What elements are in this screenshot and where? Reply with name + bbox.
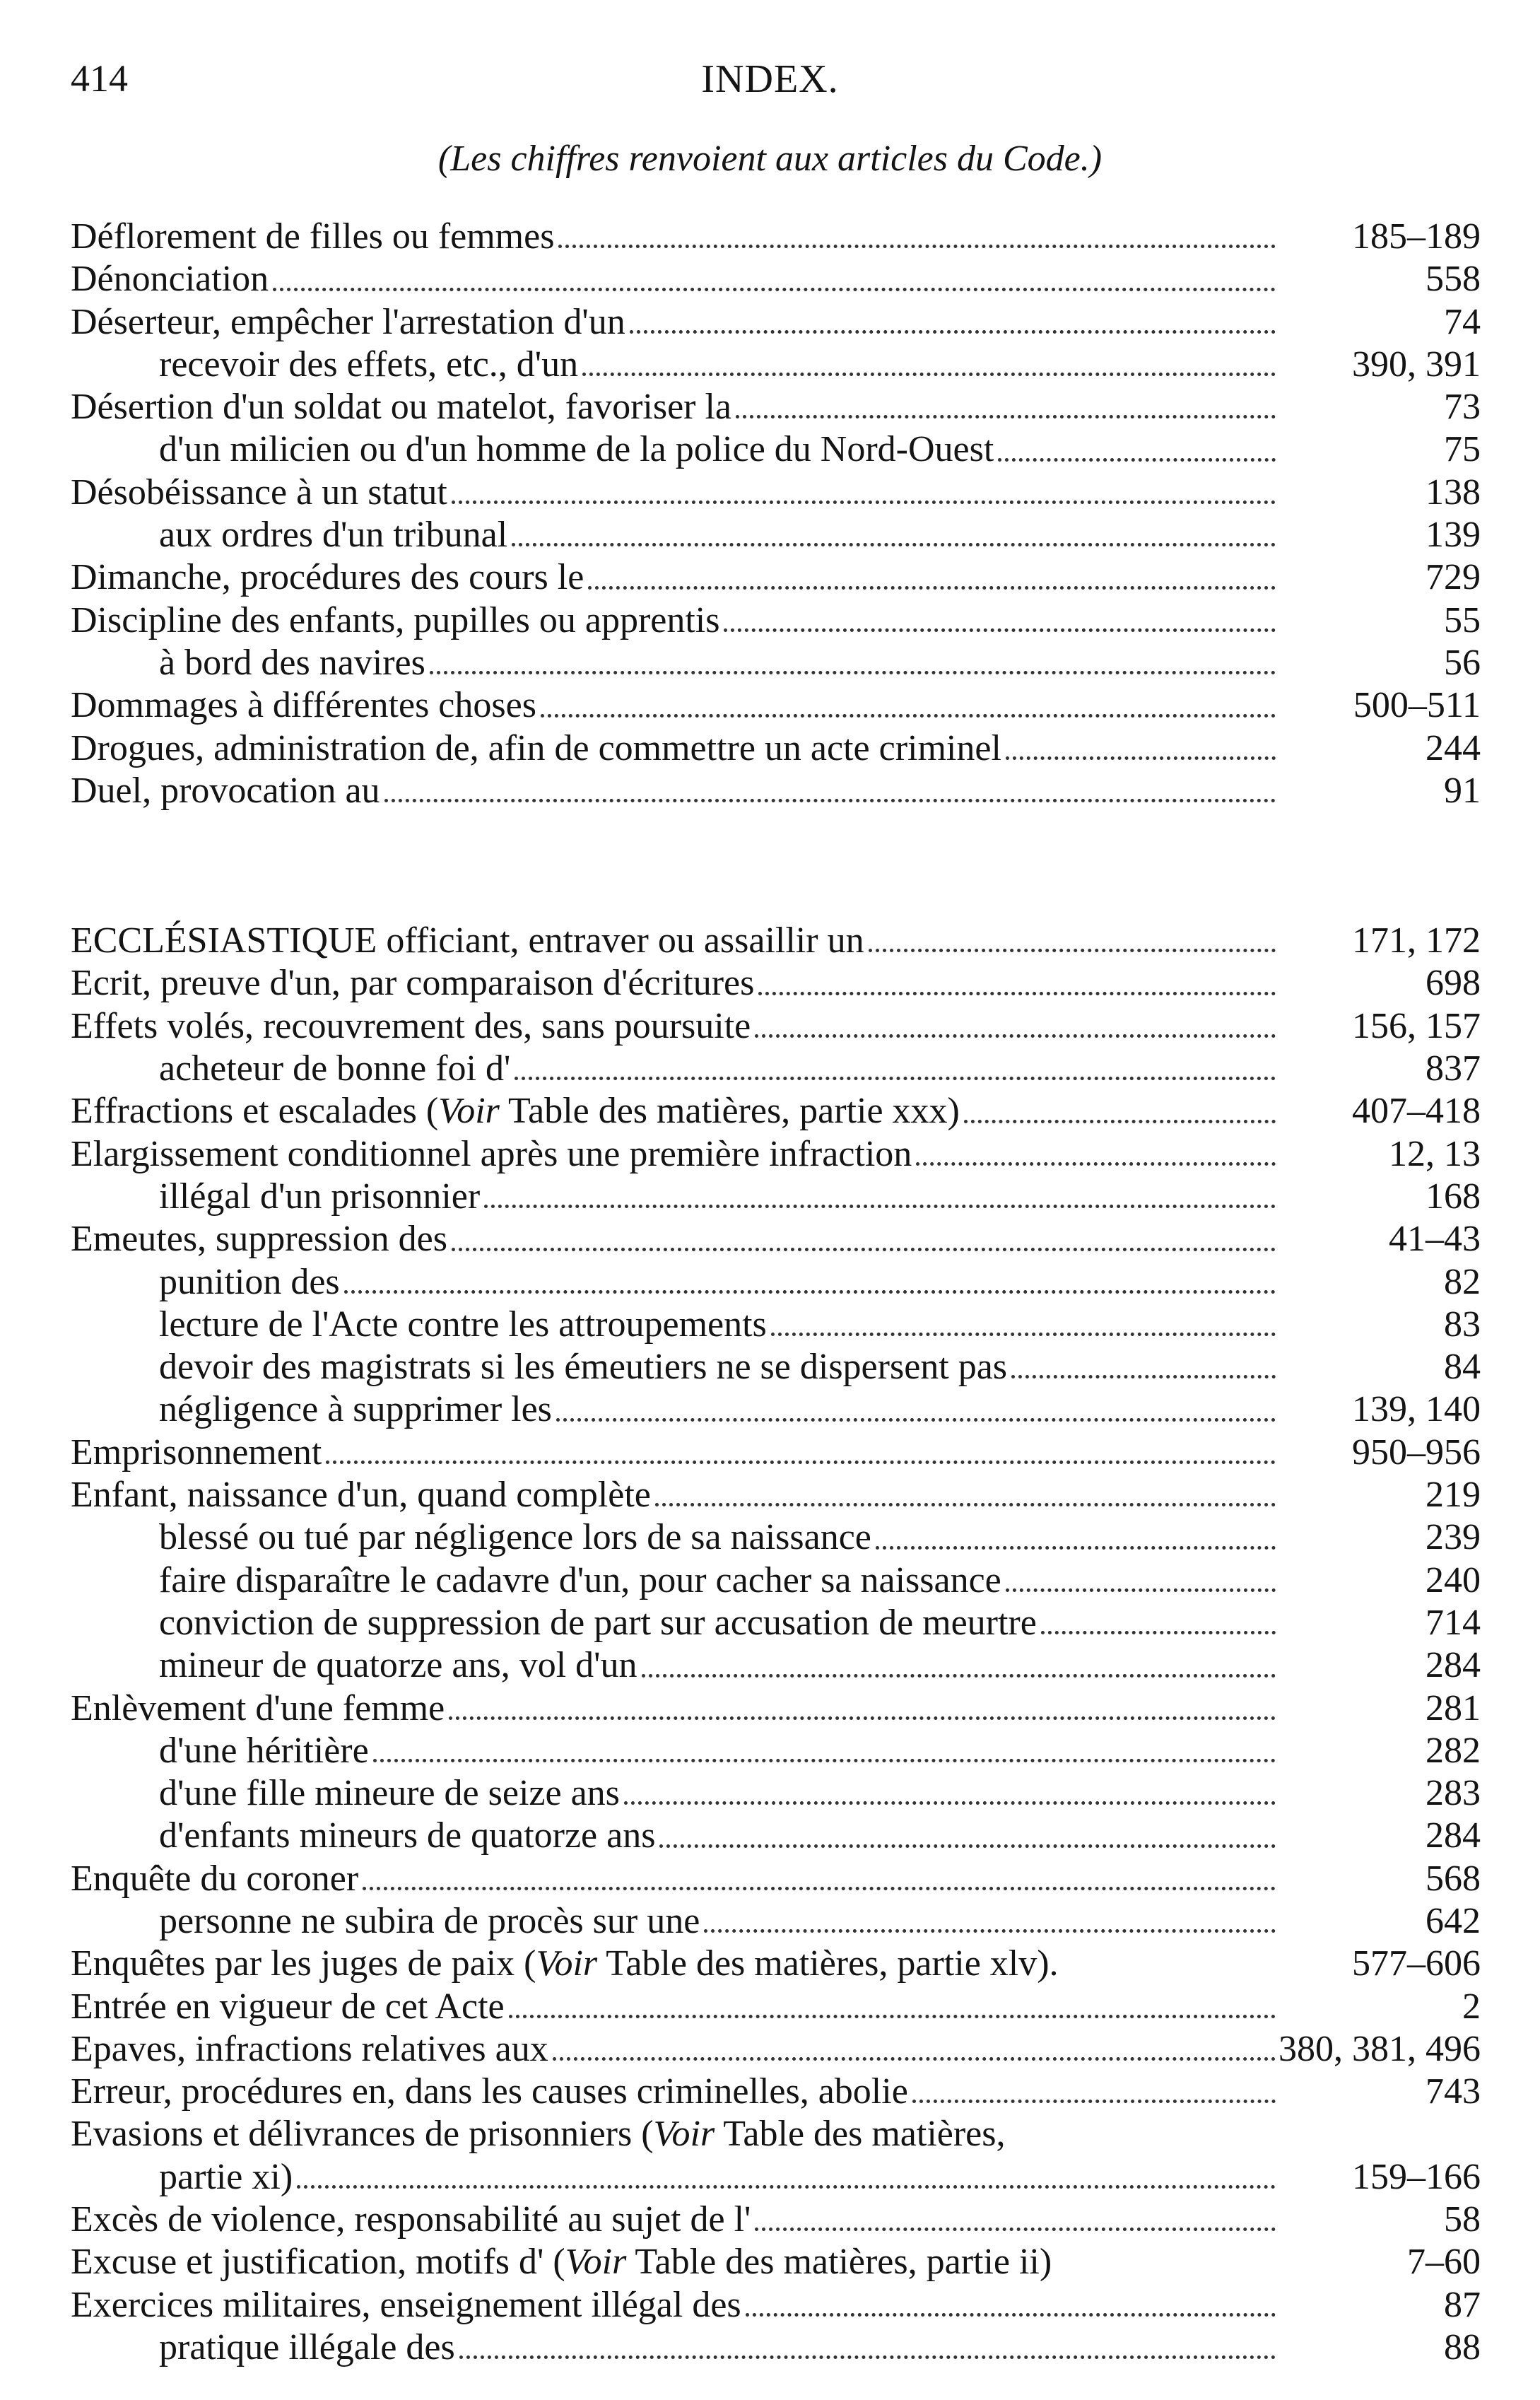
entry-text <box>71 1858 363 1900</box>
entry-label-wrap <box>71 2199 1276 2241</box>
entry-reference: 698 <box>1426 963 1481 1004</box>
entry-text-main: Entrée en vigueur de cet Acte <box>71 1986 505 2027</box>
entry-text <box>159 428 998 471</box>
entry-text-main: devoir des magistrats si les émeutiers ne se dispersent pas <box>159 1347 1008 1388</box>
index-entry <box>71 684 1481 727</box>
entry-text-main: Erreur, procédures en, dans les causes criminelles, abolie <box>71 2071 908 2112</box>
entry-label-wrap <box>159 1304 1276 1346</box>
dot-leader <box>659 1844 1276 1848</box>
entry-reference: 7–60 <box>1407 2242 1481 2283</box>
entry-text <box>71 1986 509 2028</box>
entry-label-wrap <box>71 1218 1276 1260</box>
index-entry <box>71 386 1481 428</box>
entry-text-main: Discipline des enfants, pupilles ou apprentis <box>71 599 720 640</box>
entry-reference: 12, 13 <box>1389 1133 1481 1174</box>
entry-text-main: punition des <box>159 1261 340 1302</box>
index-entry <box>71 428 1481 471</box>
entry-text-main: Evasions et délivrances de prisonniers ( <box>71 2114 654 2155</box>
entry-text-main: Enfant, naissance d'un, quand complète <box>71 1475 651 1516</box>
index-entry <box>71 2113 1481 2155</box>
index-entry <box>71 1218 1481 1260</box>
index-entry <box>71 1176 1481 1218</box>
entry-text <box>159 1388 556 1431</box>
entry-reference: 139, 140 <box>1352 1389 1481 1430</box>
entry-label-wrap <box>71 1986 1276 2028</box>
index-entry <box>71 1730 1481 1772</box>
entry-text <box>71 599 724 642</box>
entry-label-wrap <box>159 642 1276 684</box>
entry-label-wrap <box>159 1261 1276 1304</box>
index-entry <box>71 344 1481 386</box>
entry-label-wrap <box>159 1559 1276 1602</box>
index-entry <box>71 1048 1481 1090</box>
entry-text-main: illégal d'un prisonnier <box>159 1176 481 1217</box>
entry-label-wrap <box>71 770 1276 812</box>
entry-text <box>159 1730 373 1772</box>
entry-text <box>159 1304 771 1346</box>
entry-reference: 156, 157 <box>1352 1005 1481 1046</box>
entry-label-wrap <box>71 2113 1481 2155</box>
entry-text <box>159 2156 297 2199</box>
entry-text-main: Epaves, infractions relatives aux <box>71 2028 548 2069</box>
entry-text-main: personne ne subira de procès sur une <box>159 1900 700 1941</box>
entry-label-wrap <box>71 1090 1276 1132</box>
dot-leader <box>876 1546 1276 1550</box>
index-entry <box>71 2028 1481 2071</box>
entry-reference: 837 <box>1426 1048 1481 1089</box>
index-entry <box>71 599 1481 642</box>
index-entry <box>71 642 1481 684</box>
entry-text-main: mineur de quatorze ans, vol d'un <box>159 1645 637 1686</box>
entry-reference: 240 <box>1426 1559 1481 1600</box>
dot-leader <box>588 586 1276 590</box>
index-entry <box>71 1815 1481 1857</box>
dot-leader <box>771 1333 1276 1336</box>
index-entry <box>71 301 1481 344</box>
entry-text-italic: Voir <box>565 2242 627 2283</box>
entry-reference: 380, 381, 496 <box>1279 2028 1481 2069</box>
dot-leader <box>655 1503 1276 1506</box>
entry-text-rest: Table des matières, partie xlv). <box>597 1943 1059 1984</box>
entry-text-main: Dommages à différentes choses <box>71 685 536 726</box>
entry-reference: 558 <box>1426 259 1481 300</box>
entry-text <box>71 1218 452 1260</box>
entry-text-rest: Table des matières, <box>715 2114 1006 2155</box>
entry-text-main: Enquête du coroner <box>71 1858 359 1899</box>
entry-text <box>159 1602 1041 1644</box>
index-entry <box>71 1858 1481 1900</box>
entry-reference: 244 <box>1426 727 1481 768</box>
dot-leader <box>1041 1631 1276 1634</box>
entry-reference: 568 <box>1426 1858 1481 1899</box>
entry-reference: 281 <box>1426 1687 1481 1728</box>
index-entry <box>71 1559 1481 1602</box>
entry-label-wrap <box>71 1474 1276 1516</box>
index-entry <box>71 2326 1481 2369</box>
entry-text-main: recevoir des effets, etc., d'un <box>159 344 579 385</box>
entry-text <box>71 1133 916 1176</box>
dot-leader <box>373 1759 1276 1762</box>
index-entries <box>71 216 1481 2369</box>
entry-text <box>159 1772 624 1815</box>
index-entry <box>71 556 1481 599</box>
dot-leader <box>755 2228 1276 2231</box>
index-entry <box>71 1687 1481 1730</box>
dot-leader <box>326 1461 1276 1464</box>
entry-reference: 2 <box>1462 1986 1481 2027</box>
entry-text <box>159 514 512 556</box>
dot-leader <box>512 543 1276 546</box>
entry-reference: 284 <box>1426 1815 1481 1856</box>
entry-label-wrap <box>71 2028 1276 2071</box>
entry-reference: 58 <box>1444 2199 1481 2240</box>
page-number: 414 <box>71 57 128 100</box>
entry-reference: 84 <box>1444 1347 1481 1388</box>
entry-text <box>71 2071 912 2113</box>
entry-label-wrap <box>159 1516 1276 1559</box>
entry-text <box>159 344 582 386</box>
entry-label-wrap <box>159 1815 1276 1857</box>
entry-reference: 83 <box>1444 1304 1481 1345</box>
entry-text <box>71 770 384 812</box>
entry-text-main: Désertion d'un soldat ou matelot, favoriser la <box>71 387 732 428</box>
entry-label-wrap <box>71 2284 1276 2326</box>
entry-reference: 283 <box>1426 1773 1481 1814</box>
dot-leader <box>624 1801 1276 1805</box>
dot-leader <box>630 330 1276 334</box>
entry-text <box>159 1261 344 1304</box>
index-entry <box>71 1772 1481 1815</box>
entry-text-main: Enlèvement d'une femme <box>71 1687 445 1728</box>
entry-reference: 75 <box>1444 429 1481 470</box>
index-entry <box>71 1304 1481 1346</box>
entry-label-wrap <box>71 1432 1276 1474</box>
entry-reference: 407–418 <box>1352 1091 1481 1132</box>
index-entry <box>71 1133 1481 1176</box>
dot-leader <box>556 1418 1276 1422</box>
entry-label-wrap <box>159 1602 1276 1644</box>
entry-label-wrap <box>159 344 1276 386</box>
dot-leader <box>452 1248 1276 1251</box>
index-entry <box>71 1261 1481 1304</box>
entry-reference: 88 <box>1444 2326 1481 2367</box>
entry-reference: 219 <box>1426 1475 1481 1516</box>
dot-leader <box>998 458 1276 462</box>
entry-label-wrap <box>71 472 1276 514</box>
entry-text-main: Effets volés, recouvrement des, sans poursuite <box>71 1005 751 1046</box>
entry-label-wrap <box>71 216 1276 258</box>
entry-text-main: Emprisonnement <box>71 1432 322 1473</box>
dot-leader <box>452 501 1276 504</box>
entry-text-italic: Voir <box>653 2114 715 2155</box>
entry-reference: 56 <box>1444 642 1481 683</box>
entry-reference: 159–166 <box>1352 2156 1481 2197</box>
entry-text <box>71 684 541 727</box>
entry-text-main: Effractions et escalades ( <box>71 1091 439 1132</box>
entry-text <box>71 216 558 258</box>
entry-text-main: pratique illégale des <box>159 2326 455 2367</box>
entry-text <box>159 1048 515 1090</box>
entry-reference: 139 <box>1426 515 1481 556</box>
entry-text-main: d'une fille mineure de seize ans <box>159 1773 620 1814</box>
entry-label-wrap <box>159 1388 1276 1431</box>
entry-text <box>71 556 588 599</box>
entry-reference: 73 <box>1444 387 1481 428</box>
entry-text <box>71 301 630 344</box>
dot-leader <box>1011 1375 1276 1378</box>
dot-leader <box>558 245 1276 248</box>
entry-text-main: Dénonciation <box>71 259 269 300</box>
entry-reference: 282 <box>1426 1730 1481 1771</box>
entry-text-main: Déserteur, empêcher l'arrestation d'un <box>71 301 625 342</box>
index-entry <box>71 2284 1481 2326</box>
entry-label-wrap <box>71 962 1276 1005</box>
entry-label-wrap <box>159 514 1276 556</box>
index-entry <box>71 727 1481 770</box>
entry-text <box>71 920 869 962</box>
dot-leader <box>273 288 1276 291</box>
entry-label-wrap <box>71 301 1276 344</box>
entry-text-main: Dimanche, procédures des cours le <box>71 557 584 598</box>
entry-reference: 729 <box>1426 557 1481 598</box>
entry-reference: 390, 391 <box>1352 344 1481 385</box>
entry-label-wrap <box>71 2241 1276 2283</box>
dot-leader <box>297 2185 1276 2189</box>
index-entry <box>71 216 1481 258</box>
entry-text-main: Ecrit, preuve d'un, par comparaison d'écritures <box>71 963 755 1004</box>
entry-text-main: Duel, provocation au <box>71 770 380 811</box>
dot-leader <box>912 2100 1276 2103</box>
index-entry <box>71 1516 1481 1559</box>
entry-text <box>71 1943 1063 1985</box>
running-title: INDEX. <box>701 57 839 101</box>
entry-label-wrap <box>71 2071 1276 2113</box>
entry-text-main: Exercices militaires, enseignement illégal des <box>71 2284 741 2325</box>
dot-leader <box>449 1716 1276 1720</box>
index-entry <box>71 1986 1481 2028</box>
entry-text <box>159 2326 459 2369</box>
dot-leader <box>582 373 1276 376</box>
entry-label-wrap <box>71 1943 1276 1985</box>
entry-text <box>71 2113 1010 2155</box>
index-entry <box>71 258 1481 300</box>
dot-leader <box>736 415 1276 418</box>
dot-leader <box>746 2313 1276 2317</box>
index-subtitle: (Les chiffres renvoient aux articles du Code.) <box>437 139 1103 179</box>
index-entry <box>71 2071 1481 2113</box>
dot-leader <box>541 714 1276 718</box>
entry-text-main: partie xi) <box>159 2156 293 2197</box>
entry-text-main: Emeutes, suppression des <box>71 1219 447 1260</box>
entry-reference: 87 <box>1444 2284 1481 2325</box>
entry-text <box>159 642 430 684</box>
entry-text-main: d'une héritière <box>159 1730 369 1771</box>
entry-label-wrap <box>71 386 1276 428</box>
entry-reference: 82 <box>1444 1261 1481 1302</box>
entry-label-wrap <box>71 920 1276 962</box>
index-entry <box>71 2241 1481 2283</box>
entry-text <box>71 1474 655 1516</box>
entry-text-main: Désobéissance à un statut <box>71 472 447 513</box>
entry-reference: 74 <box>1444 301 1481 342</box>
index-entry <box>71 770 1481 812</box>
entry-text <box>71 2241 1056 2283</box>
entry-reference: 55 <box>1444 599 1481 640</box>
entry-text-italic: Voir <box>438 1091 500 1132</box>
index-entry <box>71 1346 1481 1388</box>
entry-reference: 138 <box>1426 472 1481 513</box>
entry-label-wrap <box>71 1005 1276 1048</box>
entry-reference: 91 <box>1444 770 1481 811</box>
entry-text <box>159 1815 659 1857</box>
entry-text <box>159 1346 1011 1388</box>
entry-reference: 185–189 <box>1352 216 1481 257</box>
dot-leader <box>964 1120 1276 1123</box>
dot-leader <box>384 799 1276 802</box>
index-entry <box>71 2156 1481 2199</box>
dot-leader <box>916 1162 1276 1166</box>
entry-reference: 743 <box>1426 2071 1481 2112</box>
entry-text-main: à bord des navires <box>159 642 425 683</box>
entry-reference: 168 <box>1426 1176 1481 1217</box>
index-entry <box>71 1644 1481 1687</box>
entry-label-wrap <box>159 2156 1276 2199</box>
entry-reference: 642 <box>1426 1900 1481 1941</box>
dot-leader <box>704 1929 1276 1933</box>
dot-leader <box>1006 1588 1276 1592</box>
index-entry <box>71 2199 1481 2241</box>
entry-label-wrap <box>159 1176 1276 1218</box>
entry-text <box>71 727 1006 770</box>
entry-text <box>159 1559 1006 1602</box>
index-entry <box>71 1474 1481 1516</box>
dot-leader <box>363 1887 1276 1890</box>
index-entry <box>71 1943 1481 1985</box>
entry-reference: 41–43 <box>1389 1219 1481 1260</box>
entry-text-main: Enquêtes par les juges de paix ( <box>71 1943 536 1984</box>
dot-leader <box>515 1077 1276 1080</box>
entry-text-main: d'un milicien ou d'un homme de la police du Nord-Ouest <box>159 429 994 470</box>
index-entry <box>71 1388 1481 1431</box>
entry-label-wrap <box>159 1644 1276 1687</box>
dot-leader <box>758 992 1276 995</box>
page-header <box>71 57 1469 113</box>
entry-reference: 714 <box>1426 1602 1481 1643</box>
entry-reference: 239 <box>1426 1517 1481 1558</box>
entry-text <box>71 962 758 1005</box>
index-entry <box>71 920 1481 962</box>
entry-text-rest: Table des matières, partie ii) <box>626 2242 1052 2283</box>
entry-text <box>71 2028 553 2071</box>
entry-text-italic: Voir <box>536 1943 598 1984</box>
entry-text <box>71 258 273 300</box>
entry-label-wrap <box>71 684 1276 727</box>
entry-label-wrap <box>71 1858 1276 1900</box>
entry-label-wrap <box>71 258 1276 300</box>
entry-label-wrap <box>71 727 1276 770</box>
index-entry <box>71 1005 1481 1048</box>
dot-leader <box>430 671 1276 674</box>
entry-label-wrap <box>71 556 1276 599</box>
entry-label-wrap <box>159 1346 1276 1388</box>
entry-text <box>159 1176 484 1218</box>
entry-label-wrap <box>159 428 1276 471</box>
entry-text-main: Excuse et justification, motifs d' ( <box>71 2242 565 2283</box>
entry-text <box>71 2284 746 2326</box>
entry-text <box>71 1005 755 1048</box>
entry-text <box>71 2199 755 2241</box>
entry-text-main: Déflorement de filles ou femmes <box>71 216 555 257</box>
entry-text-main: Drogues, administration de, afin de commettre un acte criminel <box>71 727 1001 768</box>
entry-text-main: négligence à supprimer les <box>159 1389 552 1430</box>
index-entry <box>71 1900 1481 1943</box>
index-entry <box>71 514 1481 556</box>
dot-leader <box>1006 756 1276 760</box>
entry-label-wrap <box>159 1900 1276 1943</box>
entry-text <box>71 1090 964 1132</box>
entry-label-wrap <box>71 599 1276 642</box>
entry-text-main: Excès de violence, responsabilité au sujet de l' <box>71 2199 751 2240</box>
index-entry <box>71 962 1481 1005</box>
entry-text-main: blessé ou tué par négligence lors de sa naissance <box>159 1517 871 1558</box>
dot-leader <box>553 2057 1276 2061</box>
entry-text-main: d'enfants mineurs de quatorze ans <box>159 1815 656 1856</box>
entry-text <box>159 1644 642 1687</box>
entry-text-rest: Table des matières, partie xxx) <box>499 1091 960 1132</box>
entry-text-main: lecture de l'Acte contre les attroupements <box>159 1304 767 1345</box>
index-entry <box>71 472 1481 514</box>
entry-text <box>159 1900 704 1943</box>
entry-text <box>71 1432 326 1474</box>
entry-text-main: aux ordres d'un tribunal <box>159 515 508 556</box>
entry-label-wrap <box>71 1133 1276 1176</box>
entry-text-main: ECCLÉSIASTIQUE officiant, entraver ou assaillir un <box>71 920 864 961</box>
index-entry <box>71 1432 1481 1474</box>
entry-label-wrap <box>71 1687 1276 1730</box>
section-gap <box>71 812 1481 920</box>
index-entry <box>71 1090 1481 1132</box>
dot-leader <box>642 1674 1276 1678</box>
entry-text <box>71 1687 449 1730</box>
entry-text-main: acheteur de bonne foi d' <box>159 1048 511 1089</box>
entry-label-wrap <box>159 1730 1276 1772</box>
entry-reference: 950–956 <box>1352 1432 1481 1473</box>
entry-text-main: conviction de suppression de part sur accusation de meurtre <box>159 1602 1037 1643</box>
entry-label-wrap <box>159 1048 1276 1090</box>
dot-leader <box>869 949 1276 952</box>
entry-reference: 500–511 <box>1353 685 1481 726</box>
entry-reference: 171, 172 <box>1352 920 1481 961</box>
dot-leader <box>344 1290 1276 1294</box>
entry-text-main: Elargissement conditionnel après une première infraction <box>71 1133 912 1174</box>
dot-leader <box>484 1205 1276 1208</box>
entry-label-wrap <box>159 2326 1276 2369</box>
dot-leader <box>459 2355 1276 2359</box>
entry-label-wrap <box>159 1772 1276 1815</box>
dot-leader <box>755 1034 1276 1038</box>
entry-text-main: faire disparaître le cadavre d'un, pour cacher sa naissance <box>159 1559 1001 1600</box>
entry-reference: 284 <box>1426 1645 1481 1686</box>
index-entry <box>71 1602 1481 1644</box>
entry-text <box>71 472 452 514</box>
dot-leader <box>724 628 1276 632</box>
entry-text <box>159 1516 876 1559</box>
entry-text <box>71 386 736 428</box>
dot-leader <box>509 2015 1276 2018</box>
entry-reference: 577–606 <box>1352 1943 1481 1984</box>
